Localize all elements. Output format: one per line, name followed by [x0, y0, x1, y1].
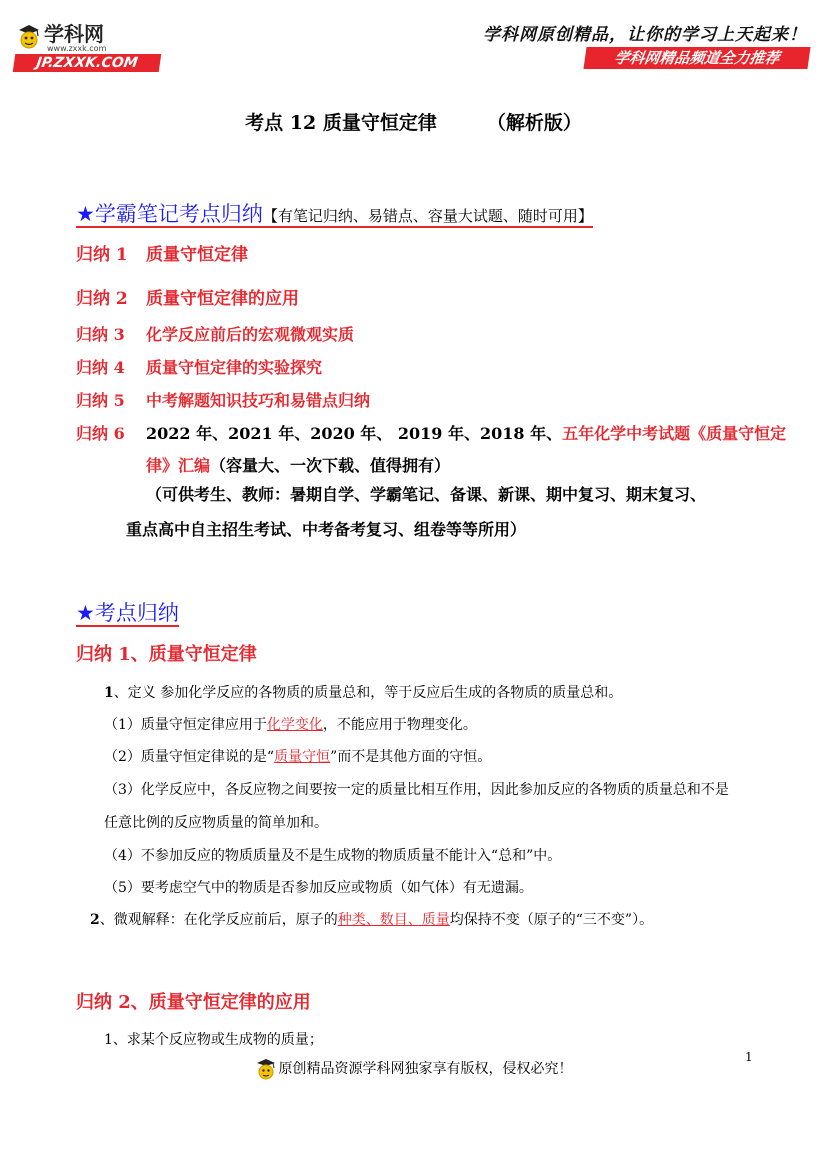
- mascot-icon: [16, 22, 42, 52]
- site-logo: [14, 16, 164, 74]
- toc-item-6-line2: 律》汇编（容量大、一次下载、值得拥有）: [146, 456, 451, 475]
- paragraph-point-5: （5）要考虑空气中的物质是否参加反应或物质（如气体）有无遗漏。: [104, 880, 533, 896]
- paragraph-point-2: （2）质量守恒定律说的是“质量守恒”而不是其他方面的守恒。: [104, 749, 492, 765]
- section-subheading: 【有笔记归纳、易错点、容量大试题、随时可用】: [262, 207, 593, 225]
- paragraph-definition: 1、定义 参加化学反应的各物质的质量总和，等于反应后生成的各物质的质量总和。: [104, 685, 623, 701]
- header-slogan: 学科网原创精品，让你的学习上天起来！: [483, 25, 807, 45]
- page-number: 1: [745, 1050, 753, 1064]
- section-heading-notes: [76, 198, 593, 228]
- mascot-icon: [255, 1056, 277, 1082]
- title-suffix: （解析版）: [486, 112, 582, 134]
- paragraph-point-4: （4）不参加反应的物质质量及不是生成物的物质质量不能计入“总和”中。: [104, 848, 562, 864]
- footer-copyright: [0, 1056, 827, 1082]
- logo-band: JP.ZXXK.COM: [13, 54, 162, 72]
- recommend-banner: 学科网精品频道全力推荐: [583, 47, 810, 69]
- toc-item-4[interactable]: 归纳 4 质量守恒定律的实验探究: [76, 358, 323, 377]
- toc-item-5[interactable]: 归纳 5 中考解题知识技巧和易错点归纳: [76, 391, 371, 410]
- toc-item-6[interactable]: 归纳 6 2022 年、2021 年、2020 年、 2019 年、2018 年、五年化学中考试题《质量守恒定: [76, 424, 787, 443]
- paragraph-point-3-cont: 任意比例的反应物质量的简单加和。: [104, 815, 328, 831]
- paragraph-point-3: （3）化学反应中，各反应物之间要按一定的质量比相互作用，因此参加反应的各物质的质量总和不是: [104, 782, 729, 798]
- paragraph-micro: 2、微观解释：在化学反应前后，原子的种类、数目、质量均保持不变（原子的“三不变”）。: [90, 912, 654, 928]
- logo-url: www.zxxk.com: [47, 44, 107, 53]
- paragraph-point-1: （1）质量守恒定律应用于化学变化，不能应用于物理变化。: [104, 717, 477, 733]
- section-heading-text: 考点归纳: [94, 601, 179, 625]
- footer-text: 原创精品资源学科网独家享有版权，侵权必究！: [278, 1061, 573, 1077]
- section-heading-text: 学霸笔记考点归纳: [94, 202, 263, 226]
- toc-item-2[interactable]: 归纳 2 质量守恒定律的应用: [76, 289, 299, 309]
- paragraph-application-1: 1、求某个反应物或生成物的质量；: [104, 1032, 323, 1048]
- subsection-title-2: 归纳 2、质量守恒定律的应用: [76, 992, 311, 1013]
- star-icon: ★: [76, 202, 95, 226]
- toc-item-1[interactable]: 归纳 1 质量守恒定律: [76, 245, 248, 265]
- toc-item-3[interactable]: 归纳 3 化学反应前后的宏观微观实质: [76, 325, 355, 344]
- toc-item-6-line4: 重点高中自主招生考试、中考备考复习、组卷等等所用）: [126, 520, 527, 539]
- subsection-title-1: 归纳 1、质量守恒定律: [76, 644, 257, 665]
- page-title: [0, 108, 827, 135]
- toc-item-6-line3: （可供考生、教师：暑期自学、学霸笔记、备课、新课、期中复习、期末复习、: [146, 485, 707, 504]
- title-main: 考点 12 质量守恒定律: [245, 112, 437, 134]
- logo-text: 学科网: [44, 22, 104, 46]
- star-icon: ★: [76, 601, 95, 625]
- section-heading-points: [76, 597, 179, 627]
